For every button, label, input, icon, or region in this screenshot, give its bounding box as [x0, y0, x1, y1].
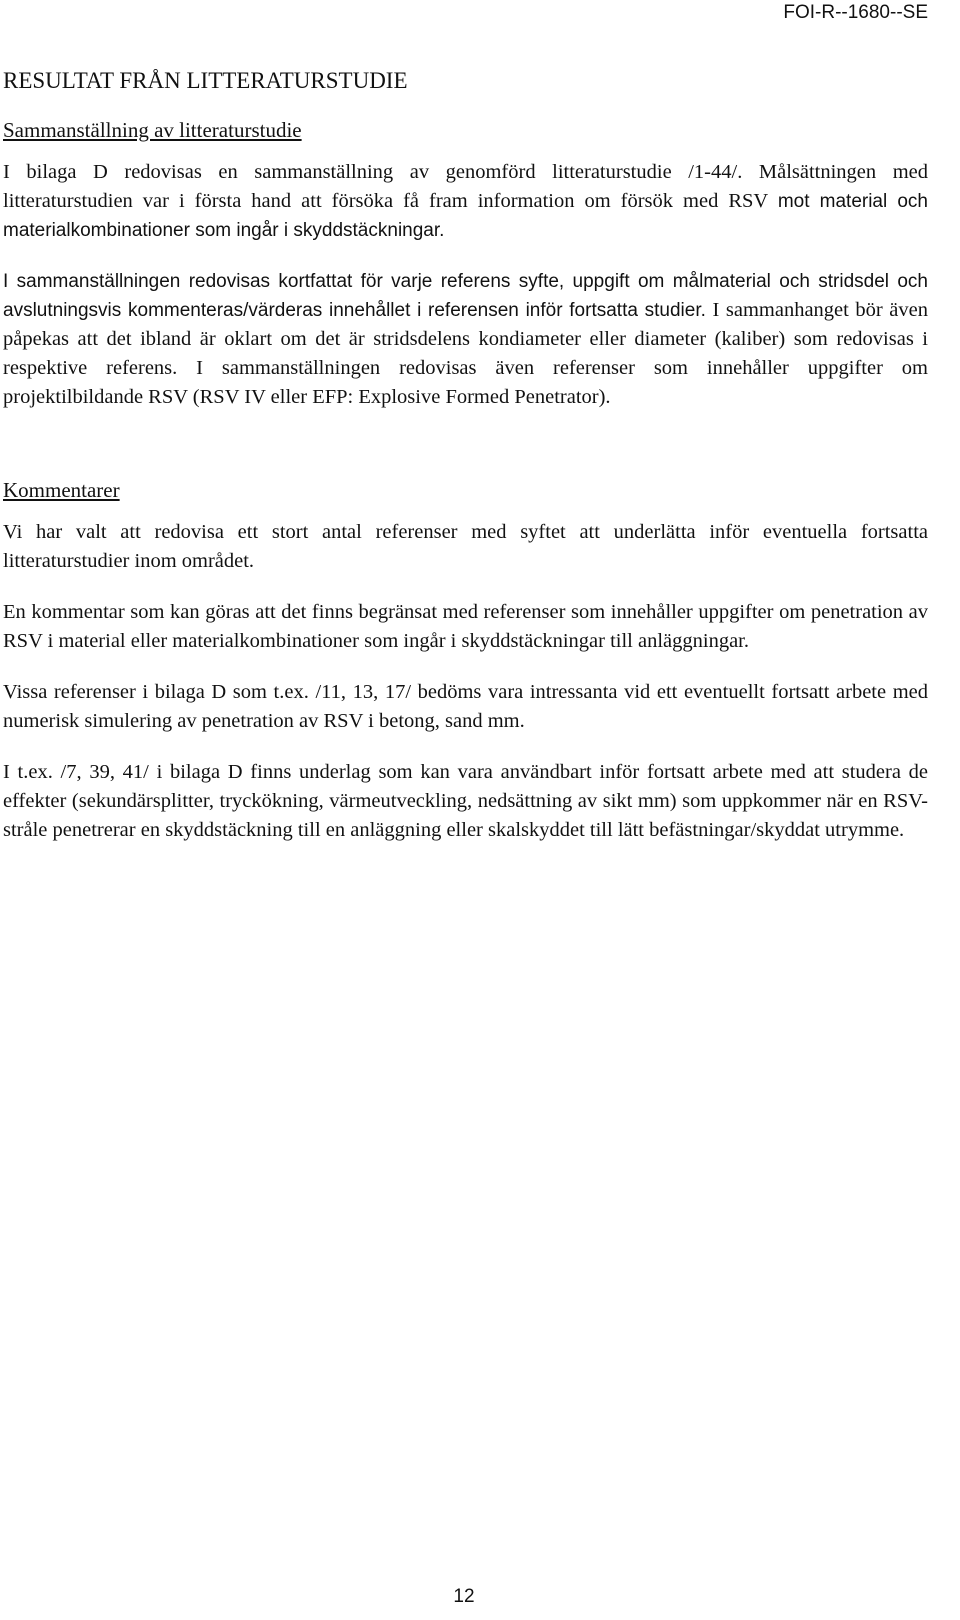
document-code: FOI-R--1680--SE: [783, 2, 928, 23]
subsection-title-comments: Kommentarer: [3, 478, 120, 502]
section-spacer: [3, 434, 928, 476]
paragraph-compilation-part2: I sammanhanget bör även påpekas att det ibland är oklart om det är stridsdelens kondiameter eller diameter (kaliber) som redovisas i respektive referens. I sammanställningen redovisas även referenser som innehåller uppgifter om projektilbildande RSV (RSV IV eller EFP: Explosive Formed Penetrator).: [3, 299, 929, 408]
paragraph-comment-4: I t.ex. /7, 39, 41/ i bilaga D finns underlag som kan vara användbart inför fortsatt arbete med att studera de effekter (sekundärsplitter, tryckökning, värmeutveckling, nedsättning av sikt mm) som uppkommer när en RSV-stråle penetrerar en skyddstäckning till en anläggning eller skalskyddet till lätt befästningar/skyddat utrymme.: [3, 761, 928, 841]
paragraph-compilation: [3, 267, 928, 412]
section-title: RESULTAT FRÅN LITTERATURSTUDIE: [3, 68, 408, 93]
paragraph-comment-1: Vi har valt att redovisa ett stort antal referenser med syftet att underlätta inför eventuella fortsatta litteraturstudier inom området.: [3, 521, 928, 572]
paragraph-comment-3: Vissa referenser i bilaga D som t.ex. /11, 13, 17/ bedöms vara intressanta vid ett eventuellt fortsatt arbete med numerisk simulering av penetration av RSV i betong, sand mm.: [3, 681, 928, 732]
page-content: [3, 66, 928, 867]
paragraph-compilation-part1: I sammanställningen redovisas kortfattat för varje referens syfte, uppgift om målmaterial och stridsdel och avslutningsvis kommenteras/värderas innehållet i referensen inför fortsatta studier.: [3, 271, 928, 321]
paragraph-summary: [3, 158, 928, 245]
paragraph-summary-part1: I bilaga D redovisas en sammanställning av genomförd litteraturstudie /1-44/. Målsättningen med litteraturstudien var i första hand att försöka få fram information om försök med RSV: [3, 161, 928, 212]
paragraph-comment-2: En kommentar som kan göras att det finns begränsat med referenser som innehåller uppgifter om penetration av RSV i material eller materialkombinationer som ingår i skyddstäckningar till anläggningar.: [3, 601, 928, 652]
paragraph-summary-part2: mot material och materialkombinationer som ingår i skyddstäckningar.: [3, 191, 928, 241]
subsection-title-summary: Sammanställning av litteraturstudie: [3, 118, 302, 142]
page-number: 12: [453, 1586, 475, 1607]
